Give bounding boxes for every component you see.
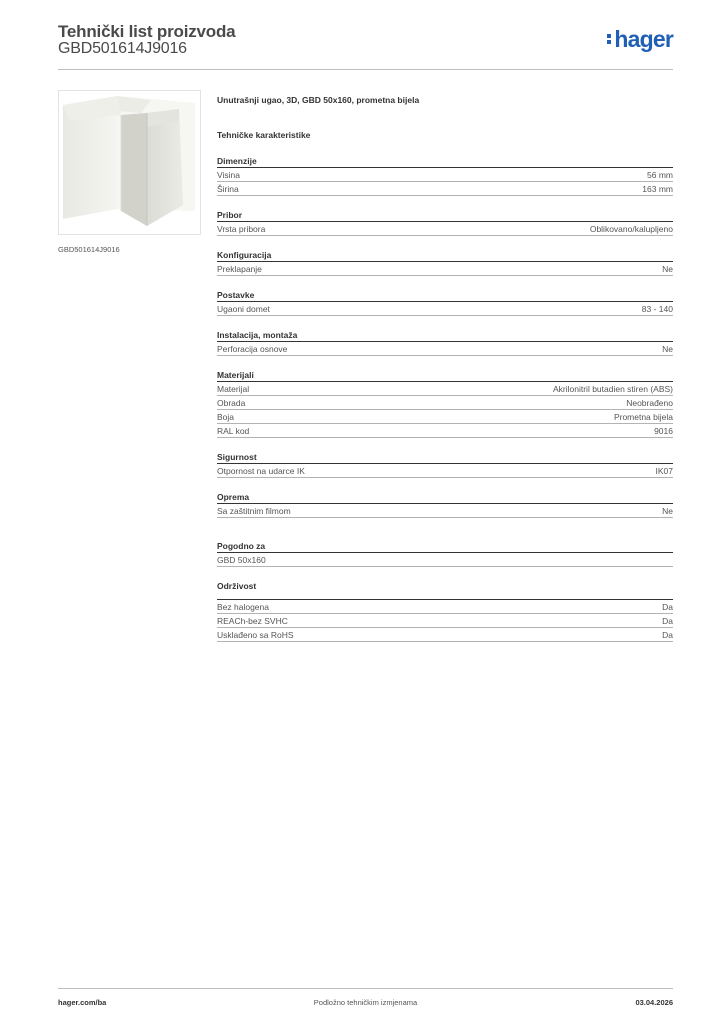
spec-label: Preklapanje bbox=[217, 263, 262, 274]
section-title: Pogodno za bbox=[217, 540, 673, 553]
section-title: Konfiguracija bbox=[217, 249, 673, 262]
spec-label: Otpornost na udarce IK bbox=[217, 465, 305, 476]
spec-value: Prometna bijela bbox=[613, 411, 673, 422]
document-title: Tehnički list proizvoda bbox=[58, 22, 236, 41]
spec-label: Materijal bbox=[217, 383, 250, 394]
section-postavke bbox=[217, 289, 673, 316]
spec-label: Širina bbox=[217, 183, 239, 194]
section-odrzivost bbox=[217, 580, 673, 642]
spec-row bbox=[217, 396, 673, 410]
spec-row bbox=[217, 464, 673, 478]
spec-label: Obrada bbox=[217, 397, 246, 408]
footer-notice: Podložno tehničkim izmjenama bbox=[313, 998, 418, 1007]
spec-value: Da bbox=[662, 615, 673, 626]
spec-row bbox=[217, 600, 673, 614]
document-header bbox=[58, 20, 673, 70]
spec-row bbox=[217, 182, 673, 196]
spec-row bbox=[217, 553, 673, 567]
section-title: Sigurnost bbox=[217, 451, 673, 464]
section-title: Održivost bbox=[217, 580, 673, 600]
spec-value: 56 mm bbox=[647, 169, 673, 180]
inner-corner-fitting-icon bbox=[59, 91, 200, 234]
section-materijali bbox=[217, 369, 673, 438]
spec-row bbox=[217, 302, 673, 316]
spec-label: GBD 50x160 bbox=[217, 554, 266, 565]
spec-value: 9016 bbox=[654, 425, 673, 436]
spec-row bbox=[217, 342, 673, 356]
spec-label: Vrsta pribora bbox=[217, 223, 266, 234]
section-title: Materijali bbox=[217, 369, 673, 382]
spec-row bbox=[217, 614, 673, 628]
footer-date: 03.04.2026 bbox=[635, 998, 673, 1007]
spec-row bbox=[217, 628, 673, 642]
spec-value: Ne bbox=[662, 505, 673, 516]
spec-row bbox=[217, 168, 673, 182]
section-instalacija bbox=[217, 329, 673, 356]
section-konfiguracija bbox=[217, 249, 673, 276]
section-pribor bbox=[217, 209, 673, 236]
spec-row bbox=[217, 222, 673, 236]
spec-value: 83 - 140 bbox=[641, 303, 673, 314]
spec-row bbox=[217, 504, 673, 518]
product-image bbox=[58, 90, 201, 235]
spec-value: Da bbox=[662, 629, 673, 640]
spec-label: Sa zaštitnim filmom bbox=[217, 505, 291, 516]
image-caption: GBD501614J9016 bbox=[58, 245, 120, 254]
product-code: GBD501614J9016 bbox=[58, 40, 187, 57]
logo-text: hager bbox=[614, 26, 673, 52]
hager-logo bbox=[607, 26, 673, 53]
spec-label: Bez halogena bbox=[217, 601, 269, 612]
spec-label: Boja bbox=[217, 411, 235, 422]
product-name: Unutrašnji ugao, 3D, GBD 50x160, prometna bijela bbox=[217, 95, 420, 105]
spec-value: Ne bbox=[662, 263, 673, 274]
footer-divider bbox=[58, 988, 673, 989]
spec-label: Ugaoni domet bbox=[217, 303, 270, 314]
section-title: Oprema bbox=[217, 491, 673, 504]
spec-value: 163 mm bbox=[642, 183, 673, 194]
section-title: Pribor bbox=[217, 209, 673, 222]
spec-label: REACh-bez SVHC bbox=[217, 615, 288, 626]
spec-value: Neobrađeno bbox=[626, 397, 673, 408]
technical-characteristics-title: Tehničke karakteristike bbox=[217, 130, 311, 140]
section-pogodno-za bbox=[217, 540, 673, 567]
section-title: Dimenzije bbox=[217, 155, 673, 168]
header-divider bbox=[58, 69, 673, 70]
logo-dots-icon bbox=[607, 32, 612, 46]
spec-row bbox=[217, 424, 673, 438]
document-footer bbox=[58, 998, 673, 1010]
spec-value: Akrilonitril butadien stiren (ABS) bbox=[553, 383, 673, 394]
spec-label: Perforacija osnove bbox=[217, 343, 288, 354]
spec-label: Usklađeno sa RoHS bbox=[217, 629, 294, 640]
spec-value: IK07 bbox=[655, 465, 673, 476]
section-title: Postavke bbox=[217, 289, 673, 302]
spec-value: Ne bbox=[662, 343, 673, 354]
section-sigurnost bbox=[217, 451, 673, 478]
spec-value: Oblikovano/kalupljeno bbox=[589, 223, 673, 234]
spec-label: Visina bbox=[217, 169, 240, 180]
spec-row bbox=[217, 382, 673, 396]
spec-value: Da bbox=[662, 601, 673, 612]
section-oprema bbox=[217, 491, 673, 518]
section-title: Instalacija, montaža bbox=[217, 329, 673, 342]
footer-website: hager.com/ba bbox=[58, 998, 107, 1007]
section-dimenzije bbox=[217, 155, 673, 196]
spec-row bbox=[217, 262, 673, 276]
spec-row bbox=[217, 410, 673, 424]
specification-content bbox=[217, 95, 673, 642]
spec-label: RAL kod bbox=[217, 425, 250, 436]
